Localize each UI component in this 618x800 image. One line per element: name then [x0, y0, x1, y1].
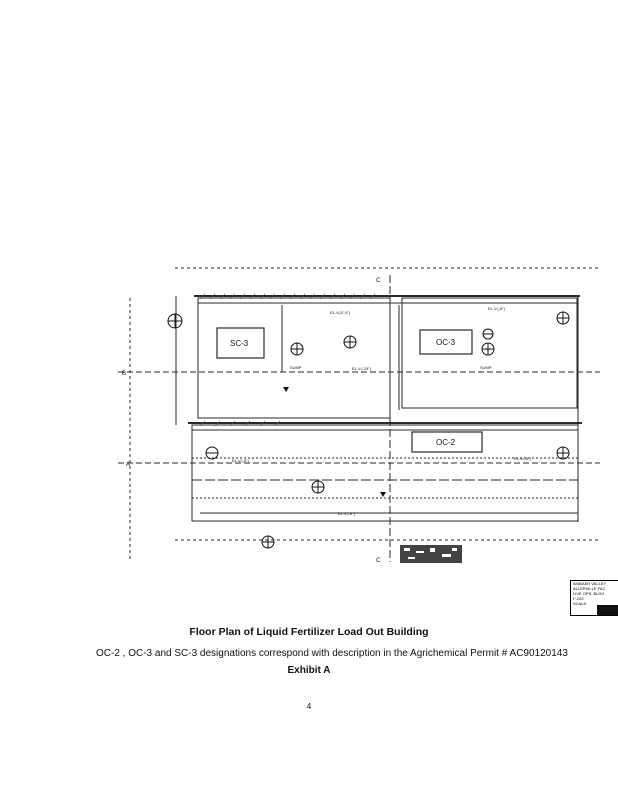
oc2-containment-wall	[192, 425, 578, 521]
drawing-title-block	[570, 580, 618, 616]
section-marker-c-bottom: C	[376, 558, 381, 564]
column-marker-icon	[483, 329, 493, 339]
sc3-label: SC-3	[230, 339, 249, 348]
section-marker-c-top: C	[376, 278, 381, 284]
column-marker-icon	[482, 343, 494, 355]
drain-arrow-icon	[283, 387, 289, 392]
column-marker-icon	[262, 536, 274, 548]
title-block-line: ALLERVILLE FAC	[573, 586, 606, 591]
drain-arrow-icon	[380, 492, 386, 497]
page-number: 4	[306, 702, 312, 711]
elevation-label: EL.V.(-8")	[514, 456, 532, 461]
elevation-label: EL.V.(-8")	[488, 306, 506, 311]
oc3-containment-wall	[402, 298, 577, 408]
column-marker-icon	[168, 314, 182, 328]
elevation-label: EL.V.(-8")	[232, 458, 250, 463]
elevation-label: EL.V.(-24")	[352, 366, 372, 371]
oc2-label: OC-2	[436, 438, 456, 447]
column-marker-icon	[344, 336, 356, 348]
column-marker-icon	[557, 447, 569, 459]
elevation-label: EL.V.(0'-0")	[330, 310, 351, 315]
column-marker-icon	[557, 312, 569, 324]
oc3-label: OC-3	[436, 338, 456, 347]
title-block-line: WABASH VALLEY	[573, 581, 607, 586]
figure-title: Floor Plan of Liquid Fertilizer Load Out Building	[189, 626, 429, 638]
exhibit-label: Exhibit A	[287, 665, 331, 676]
elevation-label: EL.V.(-8")	[338, 511, 356, 516]
grid-marker-a: A	[126, 462, 131, 468]
sump-label: SUMP	[480, 365, 492, 370]
column-marker-icon	[206, 447, 218, 459]
title-block-line: F-103	[573, 596, 584, 601]
sump-label: SUMP	[290, 365, 302, 370]
grid-marker-b: B	[122, 371, 127, 377]
column-marker-icon	[312, 481, 324, 493]
column-marker-icon	[291, 343, 303, 355]
title-block-line: SCALE:	[573, 601, 588, 606]
figure-description: OC-2 , OC-3 and SC-3 designations correspond with description in the Agrichemical Permit # AC90120143	[96, 648, 568, 659]
title-block-redaction	[597, 605, 618, 615]
title-block-line: LIVE OPS. BLDG	[573, 591, 605, 596]
scan-noise-block	[400, 545, 462, 563]
